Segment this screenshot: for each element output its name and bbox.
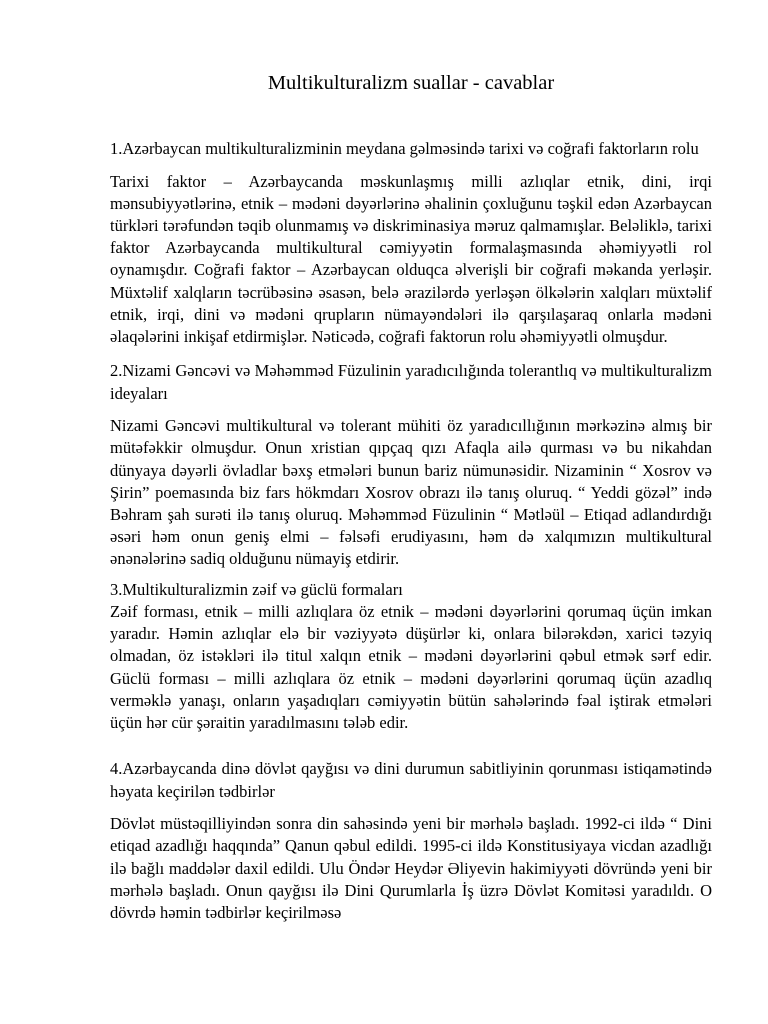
section-2-heading: 2.Nizami Gəncəvi və Məhəmməd Füzulinin yaradıcılığında tolerantlıq və multikulturalizm ideyaları <box>110 361 712 403</box>
page-title: Multikulturalizm suallar - cavablar <box>267 72 555 94</box>
section-3-heading: 3.Multikulturalizmin zəif və güclü formaları <box>110 579 403 599</box>
section-1-body: Tarixi faktor – Azərbaycanda məskunlaşmış milli azlıqlar etnik, dini, irqi mənsubiyyətlərinə, etnik – mədəni dəyərlərinə əhalinin çoxluğunu təşkil edən Azərbaycan türkləri tərəfundən təqib olunmamış və diskriminasiya məruz qalmamışlar. Beləliklə, tarixi faktor Azərbaycanda multikultural cəmiyyətin formalaşmasında əhəmiyyətli rol oynamışdır. Coğrafi faktor – Azərbaycan olduqca əlverişli bir coğrafi məkanda yerləşir. Müxtəlif xalqların təcrübəsinə əsasən, belə ərazilərdə yerləşən ölkələrin xalqları müxtəlif etnik, irqi, dini və mədəni qrupların nümayəndələri ilə qarşılaşaraq onlarla mədəni əlaqələrini inkişaf etdirmişlər. Nəticədə, coğrafi faktorun rolu əhəmiyyətli olmuşdur. <box>110 171 712 346</box>
section-1-heading: 1.Azərbaycan multikulturalizminin meydana gəlməsində tarixi və coğrafi faktorların rolu <box>110 139 699 158</box>
section-4-heading: 4.Azərbaycanda dinə dövlət qayğısı və dini durumun sabitliyinin qorunması istiqamətində həyata keçirilən tədbirlər <box>110 759 712 801</box>
section-3-body: Zəif forması, etnik – milli azlıqlara öz etnik – mədəni dəyərlərini qorumaq üçün imkan yaradır. Həmin azlıqlar elə bir vəziyyətə düşürlər ki, onlara bilərəkdən, xarici təzyiq olmadan, öz istəkləri ilə titul xalqın etnik – mədəni dəyərlərini qəbul etmək sərf edir. Güclü forması – milli azlıqlara öz etnik – mədəni dəyərlərini qorumaq üçün azadlıq verməklə yanaşı, onların yaşadıqları cəmiyyətin bütün sahələrində fəal iştirak etmələri üçün hər cür şəraitin yaradılmasını tələb edir. <box>110 602 712 733</box>
section-2-body: Nizami Gəncəvi multikultural və tolerant mühiti öz yaradıcıllığının mərkəzinə almış bir mütəfəkkir olmuşdur. Onun xristian qıpçaq qızı Afaqla ailə qurması və bu nikahdan dünyaya dəyərli övladlar bəxş etmələri bunun bariz nümunəsidir. Nizaminin “ Xosrov və Şirin” poemasında biz fars hökmdarı Xosrov obrazı ilə tanış oluruq. “ Yeddi gözəl” ində Bəhram şah surəti ilə tanış oluruq. Məhəmməd Füzulinin “ Mətləül – Etiqad adlandırdığı əsəri həm onun geniş elmi – fəlsəfi erudiyasını, həm də xalqımızın multikultural ənənələrinə sadiq olduğunu nümayiş etdirir. <box>110 416 712 569</box>
section-4-body: Dövlət müstəqilliyindən sonra din sahəsində yeni bir mərhələ başladı. 1992-ci ildə “ Dini etiqad azadlığı haqqında” Qanun qəbul edildi. 1995-ci ildə Konstitusiyaya vicdan azadlığı ilə bağlı maddələr daxil edildi. Ulu Öndər Heydər Əliyevin hakimiyyəti dövründə yeni bir mərhələ başladı. Onun qayğısı ilə Dini Qurumlarla İş üzrə Dövlət Komitəsi yaradıldı. O dövrdə həmin tədbirlər keçirilməsə <box>110 814 712 923</box>
